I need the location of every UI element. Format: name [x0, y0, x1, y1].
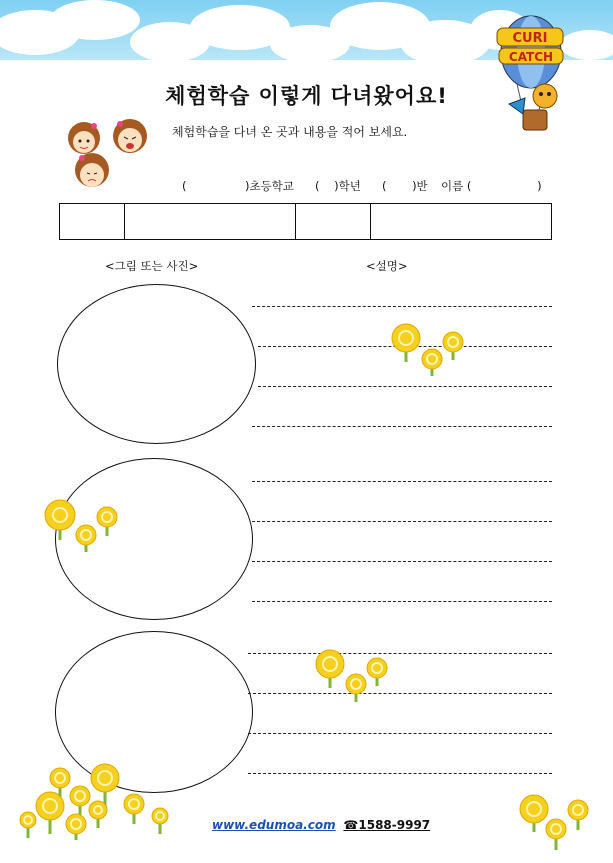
writing-line[interactable] — [252, 426, 552, 427]
writing-line[interactable] — [248, 773, 552, 774]
writing-line[interactable] — [252, 481, 552, 482]
info-table — [59, 203, 552, 240]
writing-line[interactable] — [252, 306, 552, 307]
grade-field: ( )학년 — [315, 179, 361, 193]
picture-frame-1[interactable] — [57, 284, 256, 444]
children-faces-icon — [62, 118, 157, 196]
picture-caption: <그림 또는 사진> — [105, 259, 199, 273]
lollipop-icon — [314, 648, 394, 703]
writing-line[interactable] — [252, 521, 552, 522]
writing-line[interactable] — [248, 653, 552, 654]
info-cell[interactable] — [371, 204, 552, 240]
description-caption: <설명> — [366, 259, 408, 273]
writing-line[interactable] — [258, 386, 552, 387]
school-field: ( )초등학교 — [182, 179, 294, 193]
name-field: 이름 ( ) — [441, 179, 542, 193]
page-title: 체험학습 이렇게 다녀왔어요! — [165, 84, 448, 108]
svg-text:CATCH: CATCH — [508, 50, 554, 64]
info-cell[interactable] — [60, 204, 125, 240]
website-link[interactable]: www.edumoa.com — [212, 818, 336, 832]
writing-line[interactable] — [252, 561, 552, 562]
svg-text:CURI: CURI — [512, 31, 548, 46]
writing-line[interactable] — [252, 601, 552, 602]
class-field: ( )반 — [382, 179, 428, 193]
info-cell[interactable] — [296, 204, 371, 240]
phone-number: ☎1588-9997 — [343, 818, 431, 832]
cloud — [560, 30, 613, 60]
cloud — [50, 0, 140, 40]
footer — [212, 818, 430, 832]
lollipop-icon — [44, 498, 124, 553]
writing-line[interactable] — [248, 693, 552, 694]
info-cell[interactable] — [125, 204, 296, 240]
page-subtitle: 체험학습을 다녀 온 곳과 내용을 적어 보세요. — [172, 125, 408, 139]
lollipop-cluster-icon — [20, 762, 170, 842]
lollipop-cluster-icon — [514, 792, 594, 852]
lollipop-icon — [390, 322, 470, 377]
writing-line[interactable] — [248, 733, 552, 734]
balloon-logo-icon — [495, 14, 567, 134]
